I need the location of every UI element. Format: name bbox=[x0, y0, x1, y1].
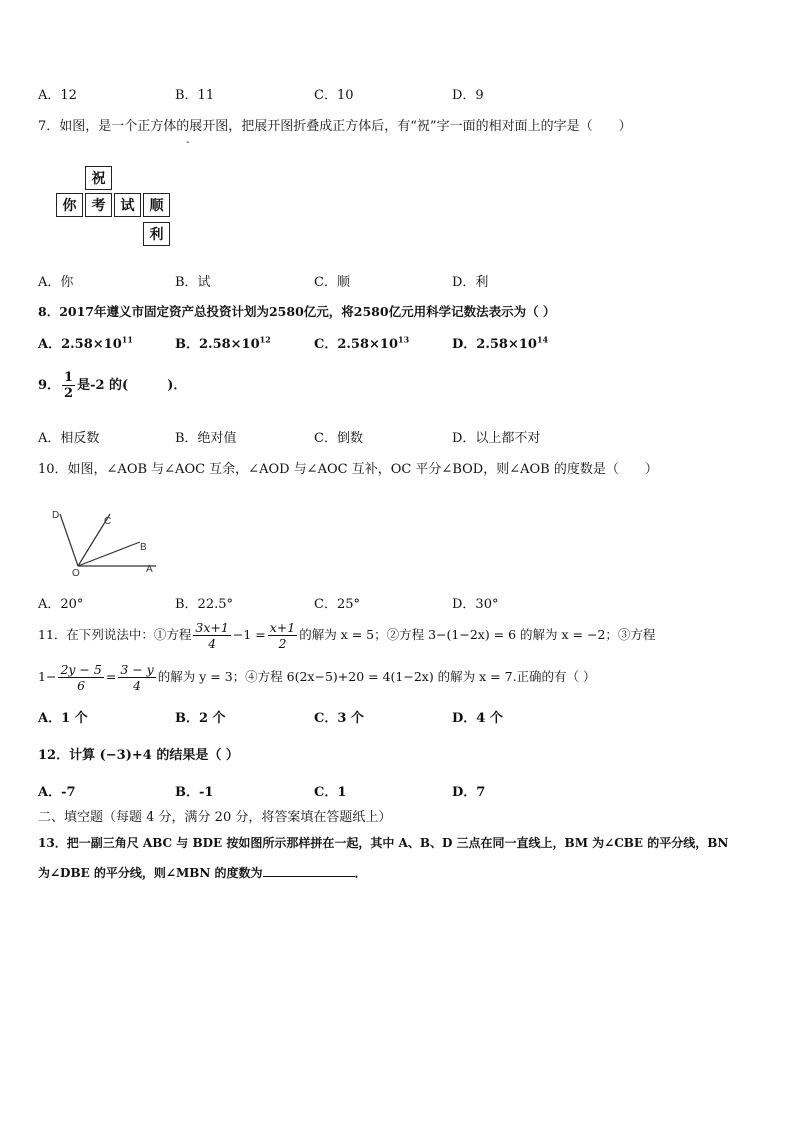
angle-figure bbox=[44, 504, 164, 580]
cube-net-figure bbox=[56, 166, 176, 252]
q6-option-a: A．12 bbox=[38, 88, 77, 103]
q9-option-c: C．倒数 bbox=[314, 431, 363, 446]
q12-option-a: A．-7 bbox=[38, 785, 76, 800]
label-o: O bbox=[72, 568, 80, 579]
q9-option-b: B．绝对值 bbox=[175, 431, 237, 446]
net-cell-shi: 试 bbox=[114, 193, 141, 217]
q11-line1: 11．在下列说法中：①方程 $\frac{3x+1}{4}$ −1 = $\frac{x+1}{2}$ 的解为 x = 5；②方程 3−(1−2x) = 6 的解为 x = −2；③方程 bbox=[38, 620, 656, 651]
q10-question: 10．如图，∠AOB 与∠AOC 互余，∠AOD 与∠AOC 互补，OC 平分∠BOD，则∠AOB 的度数是（ ） bbox=[38, 462, 658, 477]
q12-option-c: C．1 bbox=[314, 785, 347, 800]
q9-option-d: D．以上都不对 bbox=[452, 431, 541, 446]
q8-option-d: D．$2.58\times 10^{14}$ bbox=[452, 334, 549, 352]
section-heading: 二、填空题（每题 4 分，满分 20 分，将答案填在答题纸上） bbox=[38, 810, 392, 825]
q8-option-b: B．$2.58\times 10^{12}$ bbox=[175, 334, 271, 352]
q8-option-a: A．$2.58\times 10^{11}$ bbox=[38, 334, 133, 352]
q6-option-b: B．11 bbox=[175, 88, 215, 103]
q8-option-c: C．$2.58\times 10^{13}$ bbox=[314, 334, 410, 352]
q11-option-c: C．3 个 bbox=[314, 711, 364, 726]
label-a: A bbox=[146, 564, 153, 575]
q6-option-d: D．9 bbox=[452, 88, 484, 103]
q11-option-a: A．1 个 bbox=[38, 711, 88, 726]
q9-question: 9． $\frac{1}{2}$ 是-2 的( )． bbox=[38, 370, 187, 401]
q7-option-d: D．利 bbox=[452, 275, 489, 290]
label-b: B bbox=[140, 542, 147, 553]
q13-line1: 13．把一副三角尺 ABC 与 BDE 按如图所示那样拼在一起，其中 A、B、D 三点在同一直线上，BM 为∠CBE 的平分线，BN bbox=[38, 836, 729, 850]
stray-mark: - bbox=[186, 137, 190, 148]
q7-option-b: B．试 bbox=[175, 275, 211, 290]
net-cell-li: 利 bbox=[143, 222, 170, 246]
q10-option-b: B．22.5° bbox=[175, 597, 233, 612]
q11-option-d: D．4 个 bbox=[452, 711, 503, 726]
q12-option-d: D．7 bbox=[452, 785, 486, 800]
label-d: D bbox=[52, 510, 60, 521]
q12-option-b: B．-1 bbox=[175, 785, 214, 800]
net-cell-kao: 考 bbox=[85, 193, 112, 217]
label-c: C bbox=[104, 516, 112, 527]
net-cell-zhu: 祝 bbox=[85, 166, 112, 190]
q10-option-c: C．25° bbox=[314, 597, 360, 612]
q11-line2: 1− $\frac{2y - 5}{6}$ = $\frac{3 - y}{4}$ 的解为 y = 3；④方程 6(2x−5)+20 = 4(1−2x) 的解为 x = 7.正确的有（ ） bbox=[38, 662, 596, 693]
q11-option-b: B．2 个 bbox=[175, 711, 226, 726]
q10-option-a: A．20° bbox=[38, 597, 84, 612]
q13-line2: 为∠DBE 的平分线，则∠MBN 的度数为 ． bbox=[38, 866, 367, 880]
q10-option-d: D．30° bbox=[452, 597, 499, 612]
q6-option-c: C．10 bbox=[314, 88, 354, 103]
answer-blank[interactable] bbox=[263, 864, 355, 877]
q9-option-a: A．相反数 bbox=[38, 431, 100, 446]
q8-question: 8．2017年遵义市固定资产总投资计划为2580亿元，将2580亿元用科学记数法表示为（ ） bbox=[38, 304, 556, 319]
q7-question: 7．如图，是一个正方体的展开图，把展开图折叠成正方体后，有“祝”字一面的相对面上的字是（ ） bbox=[38, 119, 632, 134]
q7-option-c: C．顺 bbox=[314, 275, 350, 290]
q12-question: 12．计算 (−3)+4 的结果是（ ） bbox=[38, 748, 239, 763]
q7-option-a: A．你 bbox=[38, 275, 74, 290]
net-cell-ni: 你 bbox=[56, 193, 83, 217]
net-cell-shun: 顺 bbox=[143, 193, 170, 217]
